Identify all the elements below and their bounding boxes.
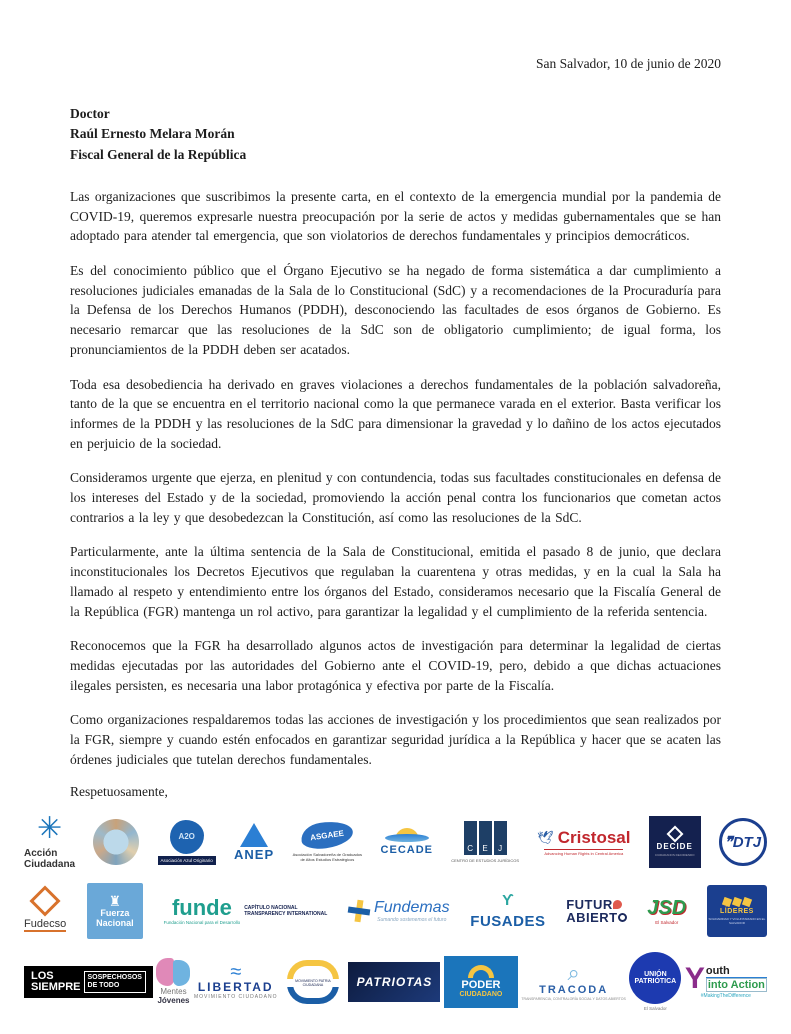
dtj-circle-icon [719,818,767,866]
accion-ciudadana-star-icon: ✳ [36,812,63,846]
libertad-label: LIBERTAD [197,979,274,994]
fundemas-logo [348,899,450,923]
circular-photo-logo [93,819,139,865]
asgaee-caption: Asociación Salvadoreña de Graduados de Altos Estudios Estratégicos [292,852,363,863]
anep-label: ANEP [234,846,275,862]
cej-bar-j: J [494,821,507,855]
poder-label1: PODER [461,979,501,992]
sospechosos-line2: SIEMPRE [31,980,81,993]
mentes-label1: Mentes [160,987,187,997]
signatory-logos [24,814,767,1011]
youth-tagline: #MakingTheDifference [700,992,751,999]
sospechosos-line1: LOS [31,970,54,983]
tracoda-magnifier-icon: ⌕ [567,960,580,986]
futuro-line2: ABIERT [566,910,618,926]
lideres-pinwheel-icon [723,898,751,906]
cecade-logo [381,828,433,856]
cej-logo [451,821,519,863]
futuro-line1: FUTUR [566,897,613,913]
anep-triangle-icon [240,823,268,847]
union-label1: UNIÓN [644,970,667,978]
azul-originario-logo [158,820,216,865]
decide-diamond-icon [666,825,683,842]
cristosal-label: Cristosal [557,828,631,848]
decide-subtext: CIUDADANOS DECIDIENDO [654,852,695,857]
poder-label2: CIUDADANO [459,991,503,999]
union-patriotica-logo [629,952,681,1011]
cej-bar-c: C [464,821,477,855]
fundemas-tagline: Sumando sostenemos el futuro [377,917,447,924]
letter-date: San Salvador, 10 de junio de 2020 [535,56,721,71]
paragraph-5: Particularmente, ante la última sentencia de la Sala de Constitucional, emitida el pasado 8 de junio, que declara inconstitucionales los Decretos Ejecutivos que regulaban la cuarentena y otras medidas, y en la cual la Sala ha llamado al respeto y entendimiento entre los órganos del Estado, consideramos necesario que la Fiscalía General de la República (FGR) mantenga un rol activo, para garantizar la legalidad y el cumplimiento de la referida sentencia. [70,544,721,619]
cristosal-bird-icon: 🕊 [537,830,554,846]
cecade-wave-icon [385,834,429,842]
sospechosos-line3: SOSPECHOSOS [87,974,142,982]
libertad-logo [193,960,278,1000]
letter-closing: Respetuosamente, [70,784,168,800]
anep-logo [234,823,274,862]
funde-label: funde [171,894,232,920]
logo-row-3 [24,952,767,1011]
lideres-logo [707,885,767,937]
addressee-block [70,104,721,165]
fuerza-label1: Fuerza [100,908,130,918]
decide-label: DECIDE [656,841,693,851]
logo-row-2 [24,883,767,939]
accion-ciudadana-label1: Acción [24,848,58,860]
sospechosos-line4: DE TODO [87,981,120,989]
accion-ciudadana-label2: Ciudadana [24,859,76,871]
futuro-abierto-logo [566,898,626,924]
fundemas-label: Fundemas [373,899,450,917]
youth-line1: outh [706,965,767,978]
paragraph-1: Las organizaciones que suscribimos la presente carta, en el contexto de la emergencia mundial por la pandemia de COVID-19, queremos expresarle nuestra preocupación por la serie de actos y medidas gubernamentales que se han adoptado para atender tal emergencia, que son violatorios de derechos fundamentales y principios democráticos. [70,188,721,244]
patria-ciudadana-logo [281,960,345,1004]
paragraph-6: Reconocemos que la FGR ha desarrollado algunos actos de investigación para determinar la legalidad de ciertas medidas ejecutadas por las autoridades del Gobierno ante el COVID-19, pero, debido a que dichas actuaciones ilegales persisten, es necesaria una labor protagónica y efectiva por parte de la Fiscalía. [70,638,721,693]
a2o-banner: Asociación Azul Originario [158,856,216,865]
fusades-label: FUSADES [470,913,546,931]
patriotas-logo [348,962,440,1002]
paragraph-2: Es del conocimiento público que el Órgano Ejecutivo se ha negado de forma sistemática a dar cumplimiento a resoluciones judiciales emanadas de la Sala de lo Constitucional (SdC) y a recomendaciones de la Procuraduría para la Defensa de los Derechos Humanos (PDDH), desconociendo las facultades de esos órganos de Gobierno. Es necesario remarcar que las resoluciones de la SdC son de obligatorio cumplimiento; de igual forma, los pronunciamientos de la PDDH deben ser acatados. [70,262,721,358]
cej-caption: CENTRO DE ESTUDIOS JURÍDICOS [451,858,519,864]
addressee-name: Raúl Ernesto Melara Morán [70,126,235,142]
paragraph-7: Como organizaciones respaldaremos todas las acciones de investigación y los procedimientos que sean realizados por la FGR, siempre y cuando estén enfocados en garantizar seguridad jurídica a la República y hacer que se acaten las órdenes judiciales que tutelan derechos fundamentales. [70,712,721,767]
fusades-person-icon: ϒ [502,892,514,910]
brain-icon [156,958,190,986]
patriotas-label: PATRIOTAS [348,962,440,1002]
patria-ciudadana-caption: MOVIMIENTO PATRIA CIUDADANA [285,979,341,987]
tracoda-label: TRACODA [539,984,609,997]
youth-line2: into Action [707,978,765,991]
funde-ti-line2: TRANSPARENCY INTERNATIONAL [244,911,328,918]
poder-ciudadano-logo [444,956,518,1008]
circular-arrows-icon [281,960,345,1004]
accion-ciudadana-logo [24,814,75,870]
photo-collage-icon [93,819,139,865]
cristosal-logo [537,828,630,856]
funde-caption: Fundación Nacional para el Desarrollo [163,919,241,925]
mentes-jovenes-logo [156,958,190,1006]
a2o-splat-icon: A2O [170,820,204,854]
futuro-o-circle-icon [618,913,627,922]
fudecso-diamond-icon [30,886,61,917]
cecade-label: CECADE [380,844,433,857]
funde-logo [163,894,328,925]
fudecso-label: Fudecso [24,918,67,931]
libertad-caption: MOVIMIENTO CIUDADANO [193,993,278,1000]
union-label2: PATRIÓTICA [634,978,677,986]
tracoda-caption: TRANSPARENCIA, CONTRALORÍA SOCIAL Y DATOS ABIERTOS [521,997,626,1002]
union-caption: El Salvador [643,1006,667,1012]
asgaee-map-icon: ASGAEE [300,819,355,852]
asgaee-logo [292,822,362,862]
addressee-title: Doctor [70,106,110,121]
funde-ti-line1: CAPÍTULO NACIONAL [244,905,298,912]
decide-logo [649,816,701,868]
jsd-label: JSD [647,897,687,920]
jsd-logo [647,897,686,925]
futuro-red-pin-icon [613,900,622,909]
youth-y-icon: Y [684,961,705,995]
lideres-subtext: SOLIDARIDAD Y VOLUNTARIADO EN EL SALVADOR [708,916,766,925]
fundemas-plus-icon [348,900,370,922]
mentes-label2: Jóvenes [157,995,190,1005]
libertad-swoosh-icon: ≈ [230,960,242,983]
logo-row-1 [24,814,767,870]
paragraph-4: Consideramos urgente que ejerza, en plenitud y con contundencia, todas sus facultades constitucionales en defensa de los intereses del Estado y de la sociedad, promoviendo la acción penal contra los funcionarios que cometan actos contrarios a la ley y que desobedezcan la Constitución, así como las resoluciones de la SdC. [70,470,721,526]
fuerza-label2: Nacional [96,918,134,929]
addressee-role: Fiscal General de la República [70,146,247,162]
cristosal-tagline: Advancing Human Rights in Central America [544,851,624,857]
fuerza-nacional-logo [87,883,143,939]
sospechosos-logo [24,966,153,997]
jsd-caption: El Salvador [655,920,679,926]
fudecso-logo [24,890,66,932]
cej-bar-e: E [479,821,492,855]
union-circle-icon [629,952,681,1004]
poder-arc-icon [468,965,494,978]
youth-into-action-logo [684,961,767,999]
fuerza-castle-icon: ♜ [108,893,122,909]
dtj-logo [719,818,767,866]
paragraph-3: Toda esa desobediencia ha derivado en graves violaciones a derechos fundamentales de la población salvadoreña, tanto de la que se encuentra en el territorio nacional como la que permanece varada en el exterior. Basta verificar los informes de la PDDH y las resoluciones de la SdC para dimensionar la gravedad y lo dañino de los actos ejecutados en perjuicio de la sociedad. [70,376,721,452]
lideres-label: LÍDERES [720,907,754,915]
fusades-logo [470,892,545,930]
tracoda-logo [521,962,625,1001]
dtj-label: ❞DTJ [724,834,762,852]
